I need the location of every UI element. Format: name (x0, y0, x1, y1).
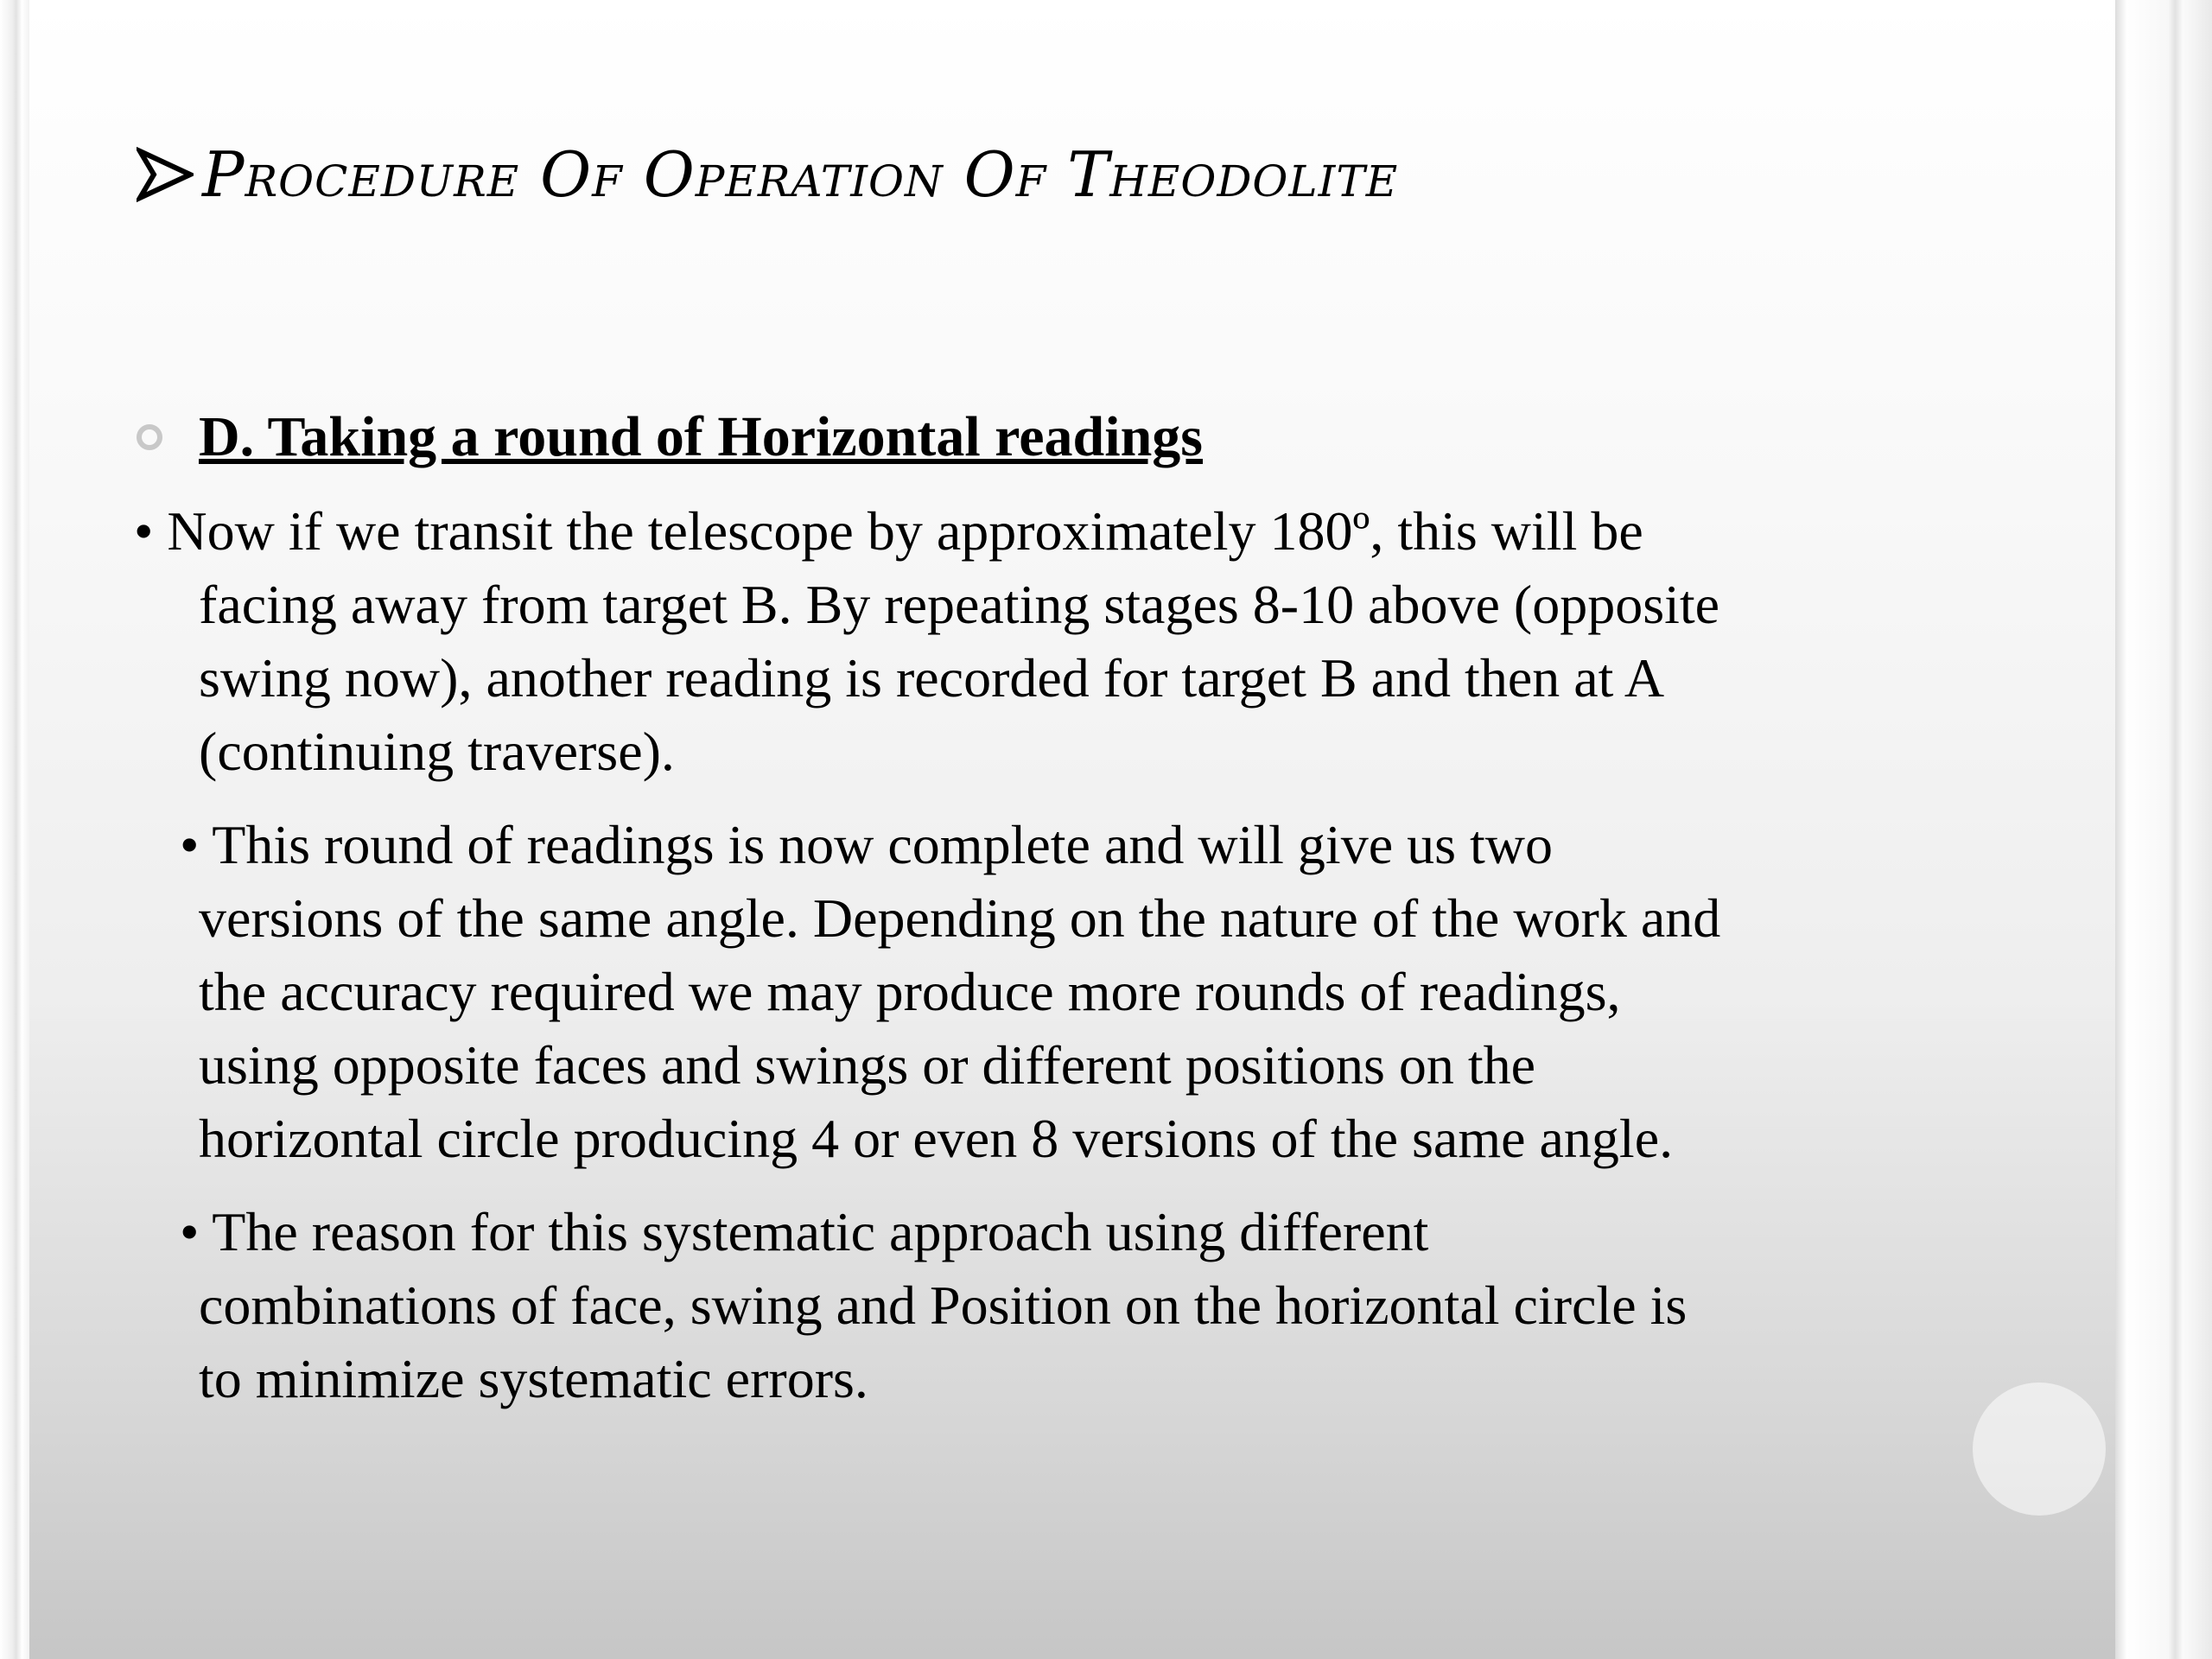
paragraph-line: using opposite faces and swings or different positions on the (199, 1034, 1536, 1096)
paragraph-line-text: This round of readings is now complete and will give us two (212, 814, 1553, 875)
paragraph-line: horizontal circle producing 4 or even 8 versions of the same angle. (199, 1108, 1674, 1169)
paragraph-line: swing now), another reading is recorded for target B and then at A (199, 647, 1665, 709)
bullet-glyph: • (134, 500, 154, 562)
decorative-circle (1973, 1382, 2106, 1516)
slide-frame-right (2115, 0, 2212, 1659)
paragraph-line: the accuracy required we may produce more rounds of readings, (199, 961, 1621, 1022)
paragraph-line: to minimize systematic errors. (199, 1348, 868, 1409)
section-heading-row (137, 403, 1203, 472)
slide-title: Procedure Of Operation Of Theodolite (202, 138, 1399, 211)
paragraph-line (180, 808, 1720, 881)
bullet-paragraph-1 (134, 494, 1719, 788)
slide-frame-left (0, 0, 29, 1659)
paragraph-line-text: Now if we transit the telescope by approximately 180º, this will be (167, 500, 1643, 562)
bullet-paragraph-3 (180, 1195, 1687, 1415)
section-heading: D. Taking a round of Horizontal readings (199, 405, 1203, 468)
arrowhead-bullet-icon (137, 146, 194, 203)
ring-bullet-icon (137, 424, 162, 450)
paragraph-line: combinations of face, swing and Position on the horizontal circle is (199, 1274, 1688, 1336)
title-row (137, 138, 1398, 211)
paragraph-line: versions of the same angle. Depending on the nature of the work and (199, 887, 1721, 949)
bullet-paragraph-2 (180, 808, 1720, 1175)
paragraph-line: facing away from target B. By repeating stages 8-10 above (opposite (199, 574, 1720, 635)
bullet-glyph: • (180, 814, 200, 875)
paragraph-line: (continuing traverse). (199, 721, 675, 782)
paragraph-line (180, 1195, 1687, 1268)
bullet-glyph: • (180, 1201, 200, 1262)
paragraph-line (134, 494, 1719, 568)
paragraph-line-text: The reason for this systematic approach using different (212, 1201, 1429, 1262)
